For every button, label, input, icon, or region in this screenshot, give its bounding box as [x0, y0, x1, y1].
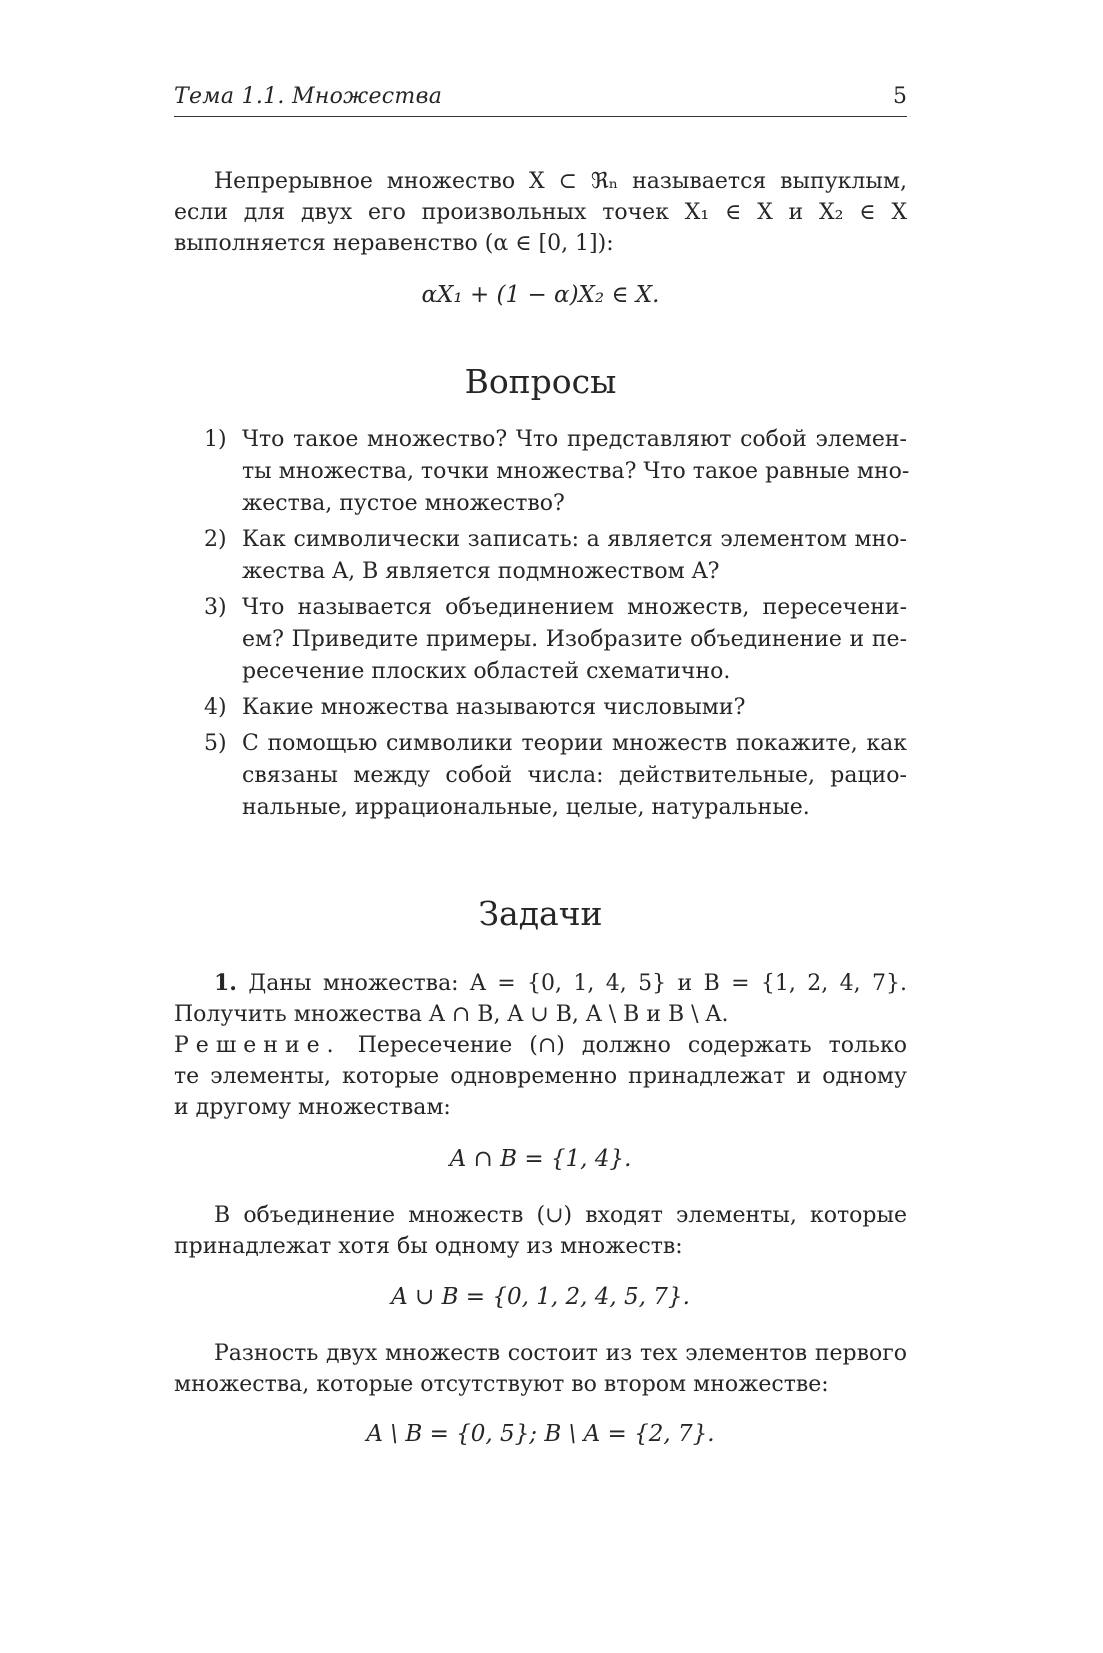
page: [174, 0, 910, 1653]
difference-paragraph: [174, 1338, 907, 1400]
question-item: [204, 728, 907, 824]
union-line: В объединение множеств (∪) входят элементы, которые: [214, 1203, 907, 1228]
question-line: жества, пустое множество?: [242, 491, 565, 516]
convex-definition-paragraph: [174, 166, 907, 259]
question-line: Что такое множество? Что представляют собой элемен-: [242, 427, 907, 452]
convex-formula: αX₁ + (1 − α)X₂ ∈ X.: [421, 282, 660, 308]
task-number: 1.: [214, 970, 237, 996]
difference-line: множества, которые отсутствуют во втором множестве:: [174, 1372, 829, 1397]
solution-line: и другому множествам:: [174, 1095, 451, 1120]
question-line: жества A, B является подмножеством A?: [242, 559, 720, 584]
difference-formula: A \ B = {0, 5}; B \ A = {2, 7}.: [366, 1421, 715, 1447]
paragraph-line: если для двух его произвольных точек X₁ ∈ X и X₂ ∈ X: [174, 200, 907, 225]
solution-line: Пересечение (∩) должно содержать только: [357, 1033, 907, 1058]
page-number: 5: [893, 84, 907, 109]
solution-line: те элементы, которые одновременно принадлежат и одному: [174, 1064, 907, 1089]
question-number: 4): [204, 695, 227, 720]
difference-line: Разность двух множеств состоит из тех элементов первого: [214, 1341, 907, 1366]
question-number: 5): [204, 731, 227, 756]
question-line: нальные, иррациональные, целые, натуральные.: [242, 795, 810, 820]
union-line: принадлежат хотя бы одному из множеств:: [174, 1234, 683, 1259]
task1-statement-line: Даны множества: A = {0, 1, 4, 5} и B = {1, 2, 4, 7}.: [248, 971, 908, 996]
question-item: [204, 424, 910, 520]
union-paragraph: [174, 1200, 907, 1262]
paragraph-line: выполняется неравенство (α ∈ [0, 1]):: [174, 231, 614, 256]
question-line: Какие множества называются числовыми?: [242, 695, 746, 720]
tasks-heading: Задачи: [478, 894, 603, 933]
question-line: ты множества, точки множества? Что такое равные мно-: [242, 459, 910, 484]
question-item: [204, 592, 907, 688]
task1-first-line: [174, 968, 907, 999]
question-line: ресечение плоских областей схематично.: [242, 659, 731, 684]
question-line: Как символически записать: a является элементом мно-: [242, 527, 907, 552]
task1-statement: [174, 968, 907, 1030]
header-title: Тема 1.1. Множества: [174, 84, 443, 109]
question-item: [204, 524, 907, 588]
question-line: Что называется объединением множеств, пересечени-: [242, 595, 907, 620]
questions-heading: Вопросы: [464, 362, 617, 401]
question-number: 3): [204, 595, 227, 620]
question-line: ем? Приведите примеры. Изобразите объединение и пе-: [242, 627, 907, 652]
solution-paragraph: [174, 1030, 907, 1123]
question-number: 1): [204, 427, 227, 452]
running-header: [174, 84, 907, 117]
question-line: С помощью символики теории множеств покажите, как: [242, 731, 907, 756]
questions-list: [204, 424, 910, 828]
question-line: связаны между собой числа: действительные, рацио-: [242, 763, 907, 788]
solution-label: Решение.: [174, 1033, 341, 1058]
question-item: [204, 692, 907, 724]
question-number: 2): [204, 527, 227, 552]
intersection-formula: A ∩ B = {1, 4}.: [449, 1146, 632, 1172]
task1-statement-line: Получить множества A ∩ B, A ∪ B, A \ B и B \ A.: [174, 1002, 729, 1027]
paragraph-line: Непрерывное множество X ⊂ ℜₙ называется выпуклым,: [214, 169, 907, 194]
solution-first-line: [174, 1030, 907, 1061]
union-formula: A ∪ B = {0, 1, 2, 4, 5, 7}.: [391, 1284, 690, 1310]
